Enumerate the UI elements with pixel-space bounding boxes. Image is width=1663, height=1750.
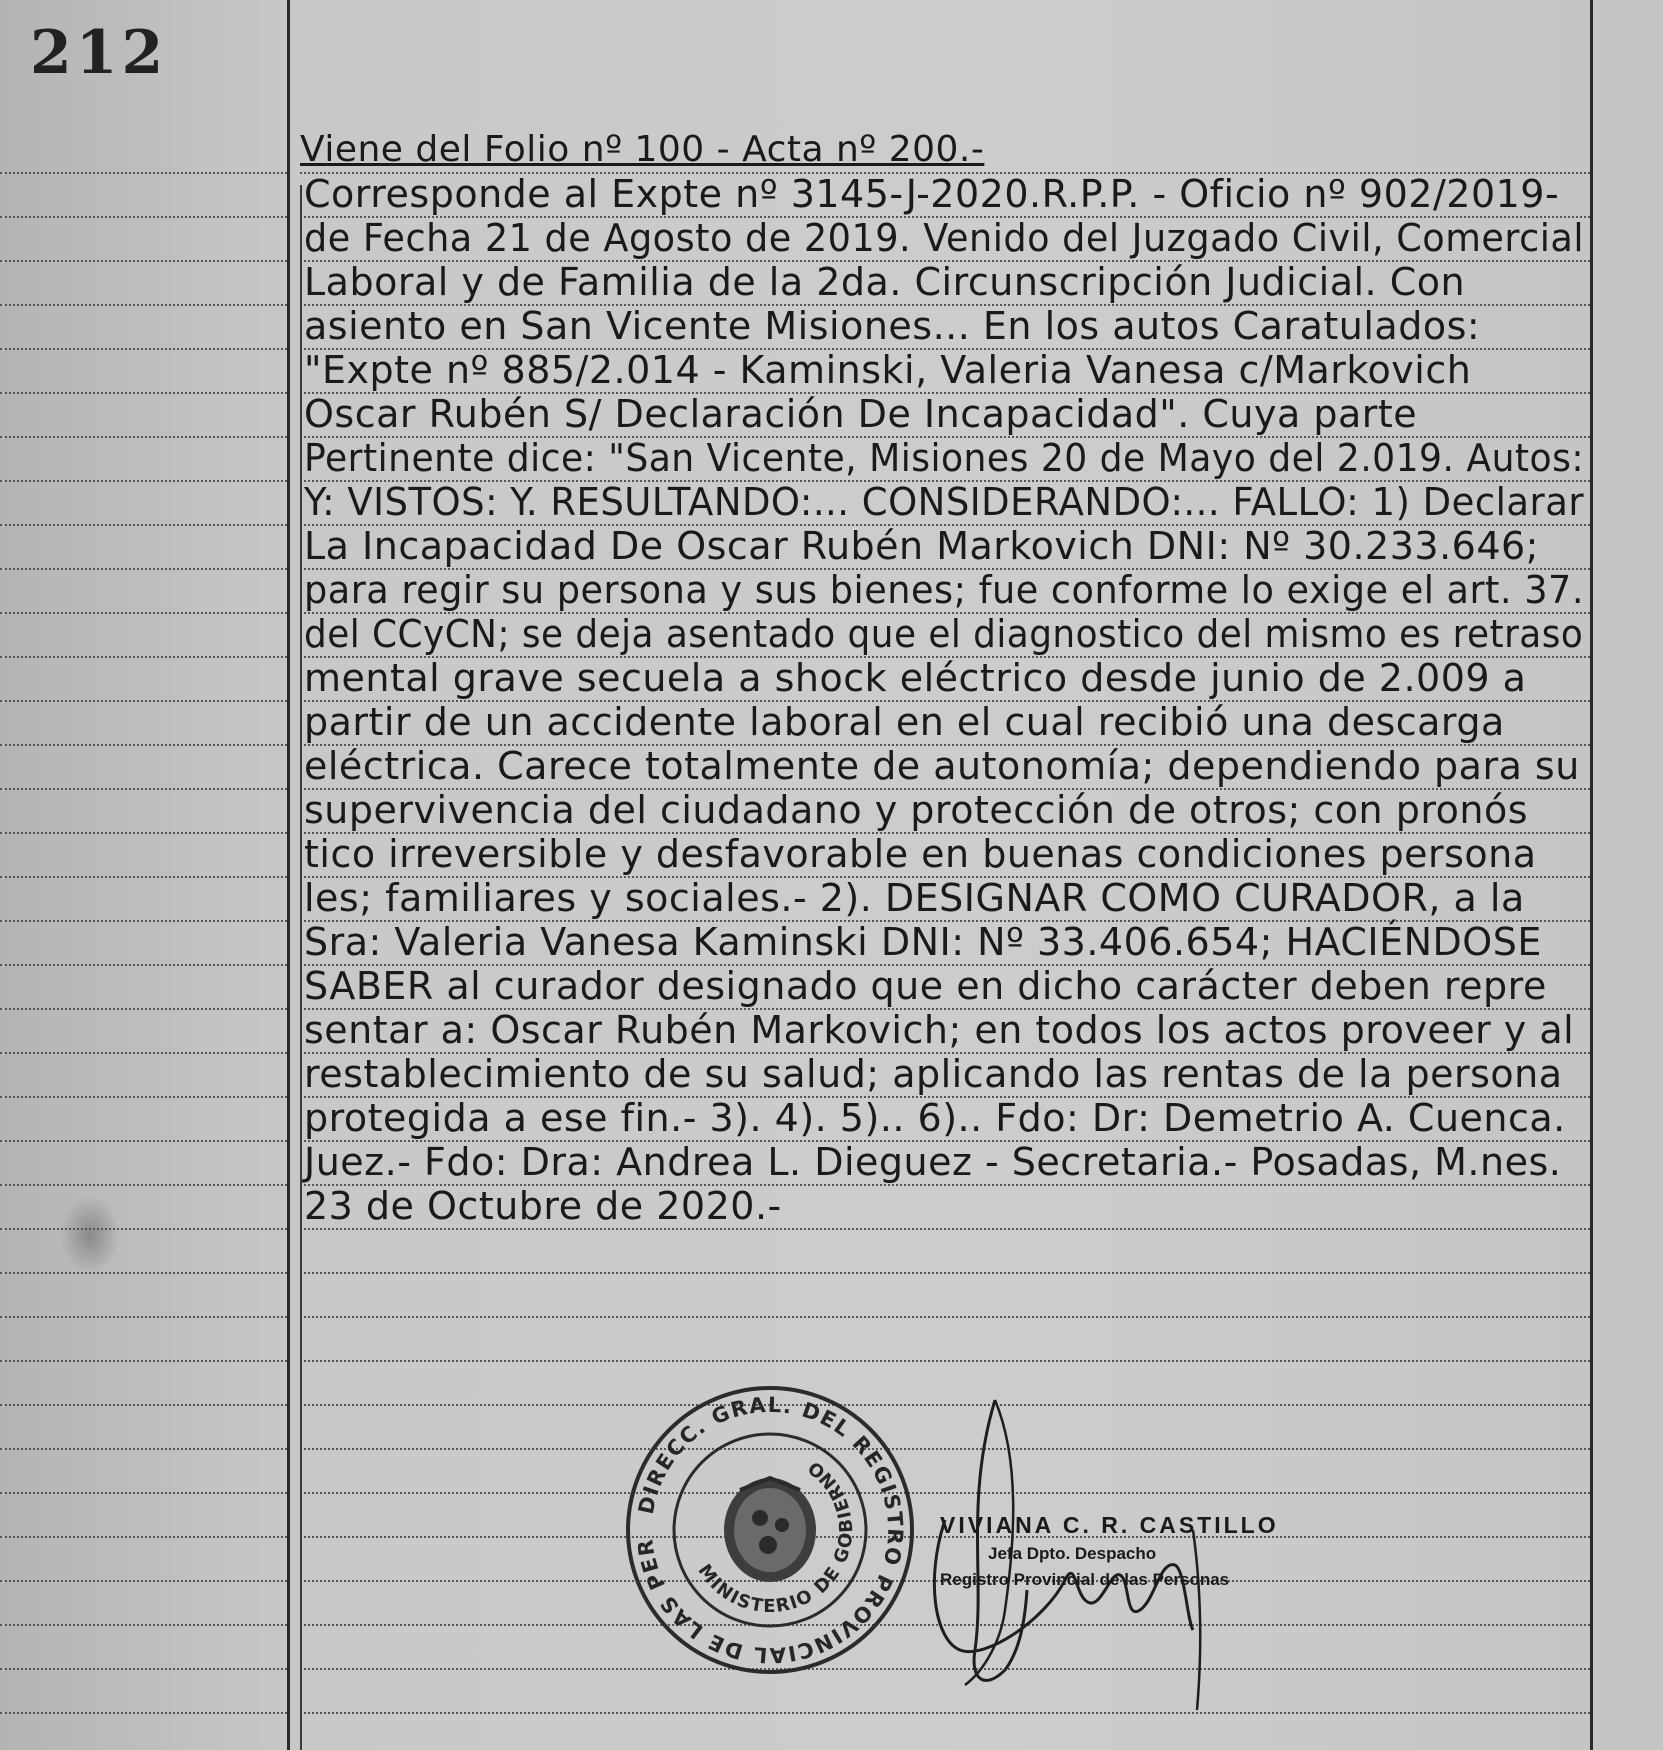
margin-rule-line (0, 348, 287, 350)
entry-line: eléctrica. Carece totalmente de autonomía; dependiendo para su (304, 744, 1580, 788)
entry-line: restablecimiento de su salud; aplicando las rentas de la persona (304, 1052, 1563, 1096)
entry-line: SABER al curador designado que en dicho carácter deben repre (304, 964, 1547, 1008)
stamp-role: Jefa Dpto. Despacho (988, 1544, 1157, 1563)
margin-rule-line (0, 964, 287, 966)
margin-rule-line (0, 744, 287, 746)
margin-rule-line (0, 524, 287, 526)
margin-line-inner (300, 185, 302, 1750)
folio-number: 212 (30, 18, 168, 88)
margin-rule-line (0, 656, 287, 658)
entry-line: les; familiares y sociales.- 2). DESIGNAR COMO CURADOR, a la (304, 876, 1525, 920)
entry-line: Juez.- Fdo: Dra: Andrea L. Dieguez - Secretaria.- Posadas, M.nes. (304, 1140, 1562, 1184)
margin-rule-line (0, 1272, 287, 1274)
entry-line: asiento en San Vicente Misiones... En los autos Caratulados: (304, 304, 1481, 348)
margin-line-right (1590, 0, 1593, 1750)
margin-rule-line (0, 304, 287, 306)
margin-rule-line (0, 612, 287, 614)
margin-rule-line (0, 1624, 287, 1626)
rule-line (300, 1360, 1590, 1362)
margin-rule-line (0, 1536, 287, 1538)
stamp-organization: Registro Provincial de las Personas (940, 1570, 1230, 1589)
margin-rule-line (0, 876, 287, 878)
rule-line (300, 1272, 1590, 1274)
margin-rule-line (0, 480, 287, 482)
margin-rule-line (0, 568, 287, 570)
margin-rule-line (0, 788, 287, 790)
margin-rule-line (0, 1580, 287, 1582)
margin-rule-line (0, 1140, 287, 1142)
ink-smudge (60, 1195, 120, 1275)
margin-rule-line (0, 1228, 287, 1230)
margin-rule-line (0, 1316, 287, 1318)
entry-line: Laboral y de Familia de la 2da. Circunscripción Judicial. Con (304, 260, 1466, 304)
margin-rule-line (0, 1096, 287, 1098)
stamp-name: VIVIANA C. R. CASTILLO (940, 1512, 1279, 1538)
entry-line: Pertinente dice: "San Vicente, Misiones 20 de Mayo del 2.019. Autos: (304, 436, 1585, 480)
margin-rule-line (0, 392, 287, 394)
entry-line: Y: VISTOS: Y. RESULTANDO:... CONSIDERANDO:... FALLO: 1) Declarar (304, 480, 1585, 524)
entry-line: tico irreversible y desfavorable en buenas condiciones persona (304, 832, 1537, 876)
entry-line: Oscar Rubén S/ Declaración De Incapacidad". Cuya parte (304, 392, 1418, 436)
entry-line: protegida a ese fin.- 3). 4). 5).. 6).. Fdo: Dr: Demetrio A. Cuenca. (304, 1096, 1566, 1140)
margin-line-left (287, 0, 290, 1750)
margin-rule-line (0, 172, 287, 174)
entry-line: Viene del Folio nº 100 - Acta nº 200.- (300, 129, 985, 170)
entry-line: "Expte nº 885/2.014 - Kaminski, Valeria Vanesa c/Markovich (304, 348, 1472, 392)
margin-rule-line (0, 1668, 287, 1670)
margin-rule-line (0, 1184, 287, 1186)
margin-rule-line (0, 260, 287, 262)
margin-rule-line (0, 1008, 287, 1010)
rule-line (300, 1316, 1590, 1318)
entry-line: supervivencia del ciudadano y protección de otros; con pronós (304, 788, 1529, 832)
margin-rule-line (0, 1492, 287, 1494)
entry-line: para regir su persona y sus bienes; fue conforme lo exige el art. 37. (304, 568, 1584, 612)
entry-line: mental grave secuela a shock eléctrico desde junio de 2.009 a (304, 656, 1527, 700)
seal-inner-text: MINISTERIO DE GOBIERNO (693, 1455, 858, 1618)
seal-outer-text: DIRECC. GRAL. DEL REGISTRO PROVINCIAL DE LAS PER (633, 1392, 908, 1668)
entry-line: Sra: Valeria Vanesa Kaminski DNI: Nº 33.406.654; HACIÉNDOSE (304, 920, 1542, 964)
margin-rule-line (0, 1712, 287, 1714)
entry-line: La Incapacidad De Oscar Rubén Markovich DNI: Nº 30.233.646; (304, 524, 1539, 568)
entry-line: del CCyCN; se deja asentado que el diagnostico del mismo es retraso (304, 612, 1584, 656)
margin-rule-line (0, 1052, 287, 1054)
margin-rule-line (0, 436, 287, 438)
official-seal (620, 1380, 920, 1680)
margin-rule-line (0, 1404, 287, 1406)
margin-rule-line (0, 920, 287, 922)
entry-line: Corresponde al Expte nº 3145-J-2020.R.P.P. - Oficio nº 902/2019- (304, 172, 1560, 216)
coat-of-arms-icon (724, 1478, 816, 1582)
entry-line: partir de un accidente laboral en el cual recibió una descarga (304, 700, 1505, 744)
rule-line (300, 1228, 1590, 1230)
margin-rule-line (0, 1360, 287, 1362)
entry-line: 23 de Octubre de 2020.- (304, 1184, 782, 1228)
entry-line: de Fecha 21 de Agosto de 2019. Venido del Juzgado Civil, Comercial (304, 216, 1584, 260)
margin-rule-line (0, 700, 287, 702)
entry-line: sentar a: Oscar Rubén Markovich; en todos los actos proveer y al (304, 1008, 1575, 1052)
margin-rule-line (0, 832, 287, 834)
margin-rule-line (0, 216, 287, 218)
margin-rule-line (0, 1448, 287, 1450)
